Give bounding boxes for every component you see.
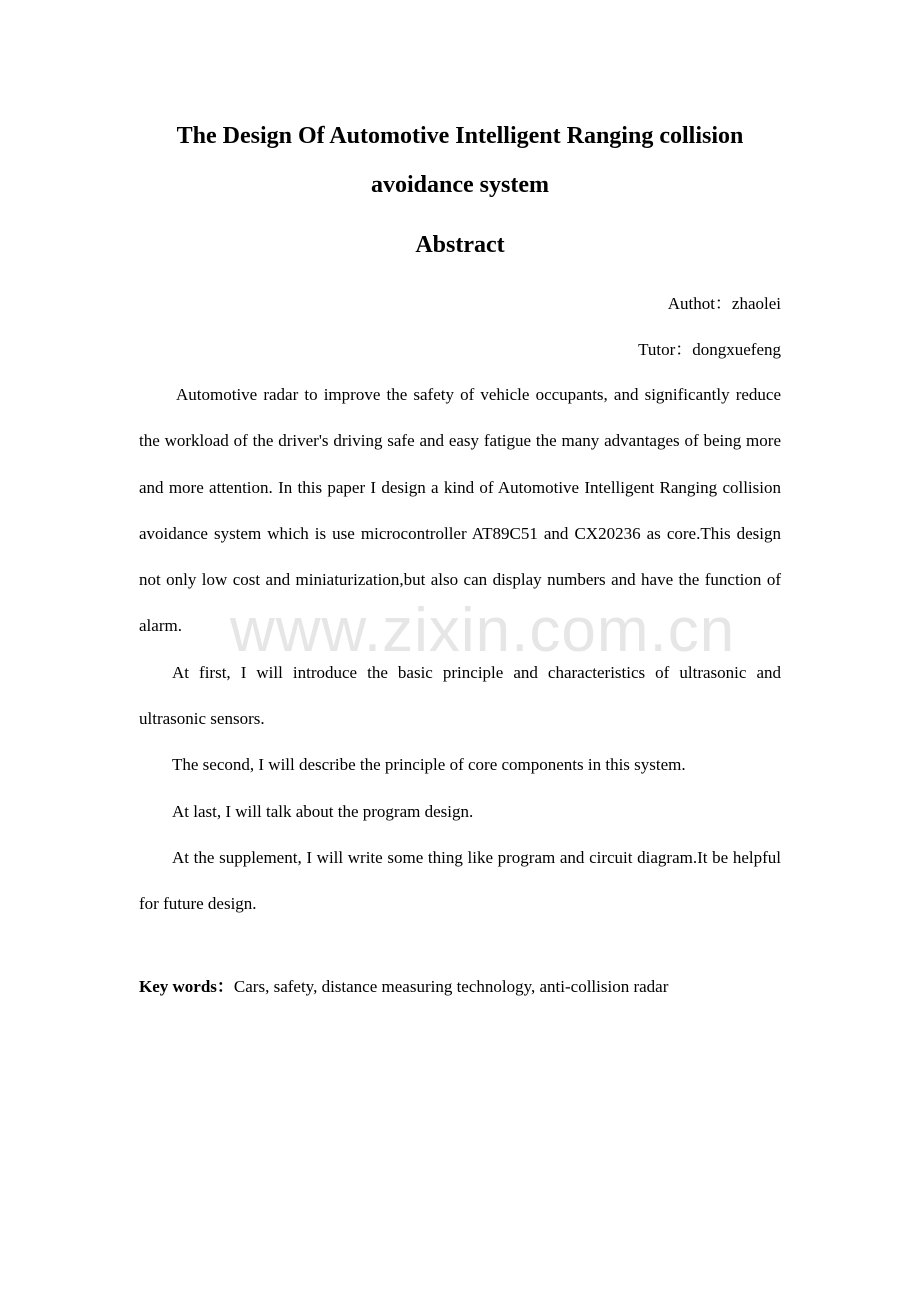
abstract-body (139, 372, 781, 928)
abstract-paragraph: At first, I will introduce the basic principle and characteristics of ultrasonic and ultrasonic sensors. (139, 662, 781, 729)
document-title-line-1: The Design Of Automotive Intelligent Ranging collision (176, 123, 744, 149)
document-title-line-2: avoidance system (371, 172, 549, 198)
abstract-paragraph: At the supplement, I will write some thing like program and circuit diagram.It be helpful for future design. (139, 847, 781, 914)
tutor-line: Tutor：dongxuefeng (638, 340, 781, 359)
abstract-heading: Abstract (415, 232, 505, 258)
abstract-paragraph: Automotive radar to improve the safety of vehicle occupants, and significantly reduce the workload of the driver's driving safe and easy fatigue the many advantages of being more and more attention. In this paper I design a kind of Automotive Intelligent Ranging collision avoidance system which is use microcontroller AT89C51 and CX20236 as core.This design not only low cost and miniaturization,but also can display numbers and have the function of alarm. (139, 385, 781, 636)
keywords-label: Key words： (139, 977, 234, 996)
abstract-paragraph: At last, I will talk about the program design. (172, 801, 474, 821)
keywords-value: Cars, safety, distance measuring technology, anti-collision radar (233, 977, 669, 996)
author-line: Authot：zhaolei (667, 294, 781, 313)
abstract-paragraph: The second, I will describe the principle of core components in this system. (172, 755, 686, 775)
watermark: www.zixin.com.cn (230, 596, 736, 665)
keywords-line (139, 976, 668, 998)
